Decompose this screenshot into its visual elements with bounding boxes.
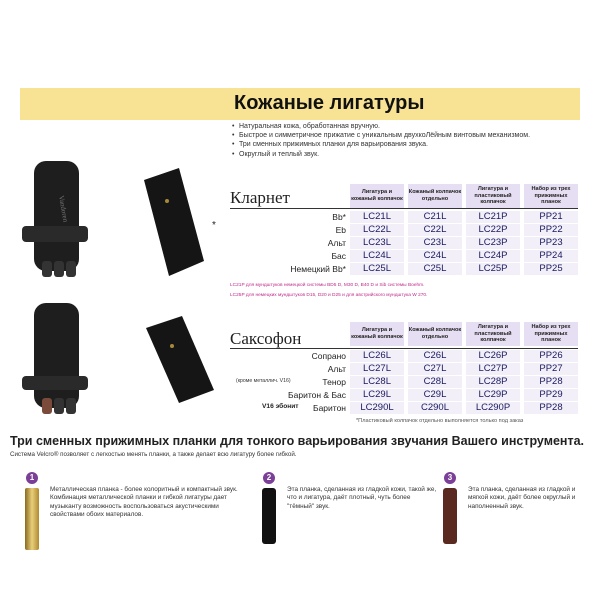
- table-cell: LC23P: [466, 237, 520, 249]
- table-cell: LC290P: [466, 402, 520, 414]
- table-cell: C290L: [408, 402, 462, 414]
- table-cell: LC29P: [466, 389, 520, 401]
- table-cell: C22L: [408, 224, 462, 236]
- col-header-plate-set: Набор из трех прижимных планок: [524, 322, 578, 346]
- table-cell: PP27: [524, 363, 578, 375]
- table-cell: PP28: [524, 376, 578, 388]
- soft-leather-plate-swatch: [443, 488, 457, 544]
- table-cell: PP25: [524, 263, 578, 275]
- table-cell: PP26: [524, 350, 578, 362]
- plates-subtitle: Система Velcro® позволяет с легкостью менять планки, а также делает всю лигатуру более гибкой.: [10, 451, 297, 458]
- clarinet-note: LC21P для мундштуков немецкой системы BD5 D, M30 D, B40 D и Sib системы Boehm.: [230, 283, 425, 288]
- table-cell: LC28L: [350, 376, 404, 388]
- table-cell: LC290L: [350, 402, 404, 414]
- metal-plate-swatch: [25, 488, 39, 550]
- col-header-leather-cap: Кожаный колпачок отдельно: [408, 322, 462, 346]
- feature-item: • Округлый и теплый звук.: [232, 150, 582, 159]
- clarinet-ligature-image: [4, 156, 219, 278]
- logo-script: Vandoren: [57, 194, 70, 223]
- col-header-ligature-leather: Лигатура и кожаный колпачок: [350, 184, 404, 208]
- plate-description: Эта планка, сделанная из гладкой кожи, такой же, что и лигатура, даёт плотный, чуть более "тёмный" звук.: [287, 486, 437, 510]
- table-cell: PP23: [524, 237, 578, 249]
- table-cell: C23L: [408, 237, 462, 249]
- table-cell: PP29: [524, 389, 578, 401]
- sax-heading: Саксофон: [230, 329, 302, 348]
- table-cell: LC21L: [350, 211, 404, 223]
- plate-description: Эта планка, сделанная из гладкой и мягкой кожи, даёт более округлый и наполненный звук.: [468, 486, 576, 510]
- table-cell: LC29L: [350, 389, 404, 401]
- table-cell: LC26L: [350, 350, 404, 362]
- table-cell: C26L: [408, 350, 462, 362]
- table-cell: C25L: [408, 263, 462, 275]
- table-cell: LC26P: [466, 350, 520, 362]
- row-label: Немецкий Bb*: [290, 264, 346, 274]
- col-header-ligature-leather: Лигатура и кожаный колпачок: [350, 322, 404, 346]
- row-prefix-label: V16 эбонит: [262, 403, 299, 410]
- row-label: Bb*: [332, 212, 346, 222]
- table-cell: LC24P: [466, 250, 520, 262]
- table-cell: LC28P: [466, 376, 520, 388]
- table-cell: PP28: [524, 402, 578, 414]
- table-cell: LC27P: [466, 363, 520, 375]
- row-label: Тенор: [322, 377, 346, 387]
- table-cell: LC23L: [350, 237, 404, 249]
- table-cell: LC25P: [466, 263, 520, 275]
- feature-item: • Быстрое и симметричное прижатие с уникальным двухкоЛёйным винтовым механизмом.: [232, 131, 582, 140]
- asterisk-label: *: [212, 220, 216, 231]
- row-label: Баритон: [313, 403, 346, 413]
- col-header-ligature-plastic: Лигатура и пластиковый колпачок: [466, 322, 520, 346]
- row-label: Сопрано: [311, 351, 346, 361]
- table-cell: LC22L: [350, 224, 404, 236]
- table-cell: LC21P: [466, 211, 520, 223]
- table-cell: LC27L: [350, 363, 404, 375]
- feature-item: • Натуральная кожа, обработанная вручную.: [232, 122, 582, 131]
- col-header-plate-set: Набор из трех прижимных планок: [524, 184, 578, 208]
- row-prefix-note: (кроме металлич. V16): [236, 378, 291, 384]
- col-header-ligature-plastic: Лигатура и пластиковый колпачок: [466, 184, 520, 208]
- table-cell: PP24: [524, 250, 578, 262]
- feature-item: • Три сменных прижимных планки для варьирования звука.: [232, 140, 582, 149]
- plastic-cap-note: *Пластиковый колпачок отдельно выполняется только под заказ: [356, 418, 524, 424]
- plate-number-badge: 3: [444, 472, 456, 484]
- sax-divider: [230, 348, 578, 349]
- table-cell: C24L: [408, 250, 462, 262]
- row-label: Бас: [331, 251, 346, 261]
- col-header-leather-cap: Кожаный колпачок отдельно: [408, 184, 462, 208]
- table-cell: PP22: [524, 224, 578, 236]
- table-cell: LC22P: [466, 224, 520, 236]
- table-cell: LC25L: [350, 263, 404, 275]
- feature-list: [232, 122, 582, 159]
- table-cell: C29L: [408, 389, 462, 401]
- plates-title: Три сменных прижимных планки для тонкого варьирования звучания Вашего инструмента.: [10, 434, 585, 448]
- plate-number-badge: 2: [263, 472, 275, 484]
- clarinet-note: LC25P для немецких мундштуков D15, D20 и D25 и для австрийского мундштука W 270.: [230, 293, 428, 298]
- row-label: Eb: [335, 225, 346, 235]
- clarinet-heading: Кларнет: [230, 188, 290, 207]
- plate-description: Металлическая планка - более колоритный и компактный звук. Комбинация металлической планки и гибкой лигатуры дает музыканту возможность воспользоваться акустическими свойствами обоих материалов.: [50, 486, 238, 518]
- table-cell: LC24L: [350, 250, 404, 262]
- table-cell: C28L: [408, 376, 462, 388]
- table-cell: PP21: [524, 211, 578, 223]
- sax-ligature-image: [4, 298, 219, 420]
- leather-plate-swatch: [262, 488, 276, 544]
- table-cell: C27L: [408, 363, 462, 375]
- page-title: Кожаные лигатуры: [234, 92, 425, 114]
- row-label: Баритон & Бас: [288, 390, 346, 400]
- plate-number-badge: 1: [26, 472, 38, 484]
- clarinet-divider: [230, 208, 578, 209]
- table-cell: C21L: [408, 211, 462, 223]
- row-label: Альт: [327, 364, 346, 374]
- row-label: Альт: [327, 238, 346, 248]
